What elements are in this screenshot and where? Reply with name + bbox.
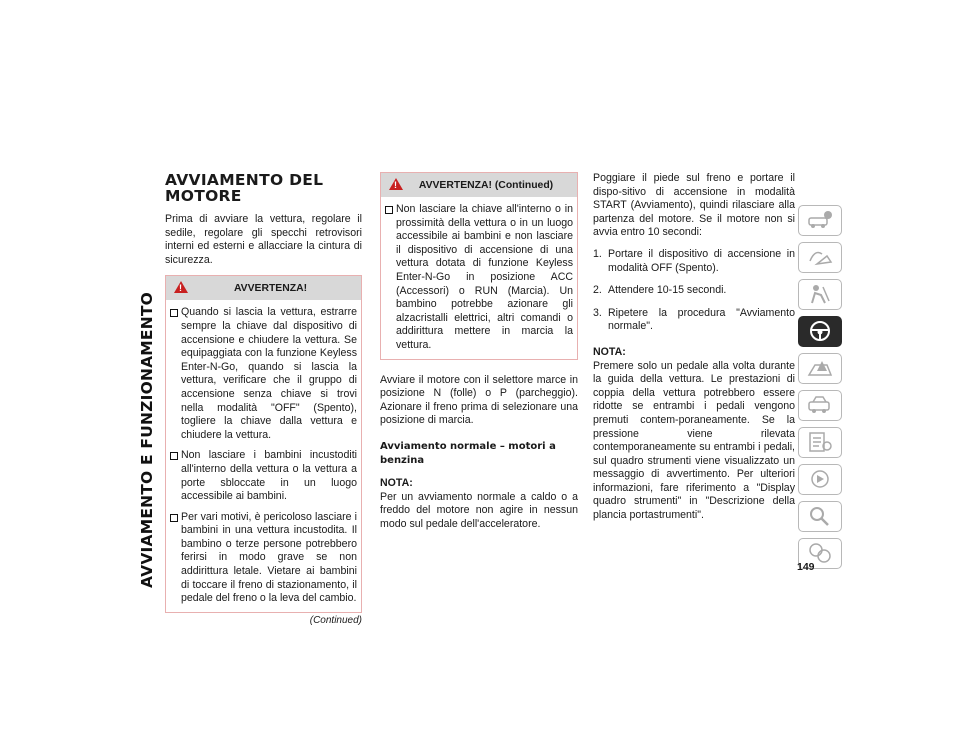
warning-box-continued <box>380 172 578 360</box>
list-item: 3. Ripetere la procedura "Avviamento normale". <box>593 306 795 333</box>
bullet-square-icon <box>170 309 178 317</box>
tab-car-info[interactable] <box>798 205 842 236</box>
tab-starting-and-operating[interactable] <box>798 316 842 347</box>
dashboard-lights-icon <box>807 246 833 268</box>
section-heading: AVVIAMENTO DEL MOTORE <box>165 171 324 205</box>
warning-title: AVVERTENZA! <box>233 283 308 295</box>
tab-index[interactable] <box>798 501 842 532</box>
car-info-icon <box>807 209 833 231</box>
service-car-icon <box>807 394 833 416</box>
body-paragraph: Poggiare il piede sul freno e portare il dispo-sitivo di accensione in modalità START (Avviamento), quindi rilasciare alla partenza del motore. Se il motore non si avvia entro 10 secondi: <box>593 172 795 239</box>
warning-item: Non lasciare la chiave all'interno o in prossimità della vettura o in un luogo accessibile ai bambini e non lasciare il dispositivo di accensione di una vettura dotata di funzione Keyless Enter-N-Go in posizione ACC (Accessori) o RUN (Marcia). Un bambino potrebbe azionare gli alzacristalli elettrici, altri comandi o addirittura mettere in marcia la vettura. <box>385 203 573 353</box>
warning-box <box>165 275 362 612</box>
column-1 <box>165 172 362 627</box>
bullet-square-icon <box>170 514 178 522</box>
tab-dashboard-lights[interactable] <box>798 242 842 273</box>
chapter-tabs <box>798 205 842 575</box>
search-index-icon <box>807 505 833 527</box>
body-paragraph: Avviare il motore con il selettore marce in posizione N (folle) o P (parcheggio). Azionare il freno prima di selezionare una posizione di marcia. <box>380 373 578 427</box>
warning-header <box>166 276 361 300</box>
specs-list-icon <box>807 431 833 453</box>
note-text: Premere solo un pedale alla volta durante la guida della vettura. Le prestazioni di coppia della vettura potrebbero essere ridotte se entrambi i pedali vengono premuti contem-poraneamente. Se la pressione viene rilevata contemporaneamente su entrambi i pedali, sul quadro strumenti viene visualizzato un messaggio di avvertimento. Per ulteriori informazioni, fare riferimento a "Display quadro strumenti" in "Descrizione della plancia portastrumenti". <box>593 359 795 522</box>
multimedia-icon <box>807 468 833 490</box>
warning-title: AVVERTENZA! (Continued) <box>418 180 554 191</box>
warning-item: Quando si lascia la vettura, estrarre sempre la chiave dal dispositivo di accensione e chiudere la vettura. Se equipaggiata con la funzione Keyless Enter-N-Go, quando si lascia la vettura, verificare che il gruppo di accensione senza chiave si trovi nella modalità "OFF" (Spento), togliere la chiave dalla vettura e chiudere la vettura. <box>170 306 357 442</box>
bullet-square-icon <box>385 206 393 214</box>
column-2 <box>380 172 578 539</box>
steering-wheel-icon <box>807 320 833 342</box>
tab-roadside[interactable] <box>798 353 842 384</box>
note-text: Per un avviamento normale a caldo o a freddo del motore non agire in nessun modo sul pedale dell'acceleratore. <box>380 490 578 530</box>
intro-paragraph: Prima di avviare la vettura, regolare il sedile, regolare gli specchi retrovisori interni ed esterni e allacciare la cintura di sicurezza. <box>165 213 362 266</box>
sidebar-chapter-title: AVVIAMENTO E FUNZIONAMENTO <box>138 291 156 588</box>
list-item: 1. Portare il dispositivo di accensione in modalità OFF (Spento). <box>593 247 795 274</box>
subheading: Avviamento normale – motori a benzina <box>380 440 556 466</box>
bullet-square-icon <box>170 452 178 460</box>
tab-safety[interactable] <box>798 279 842 310</box>
column-3 <box>593 172 795 531</box>
warning-item: Per vari motivi, è pericoloso lasciare i bambini in una vettura incustodita. Il bambino o terze persone potrebbero ferirsi in modo grave se non addirittura letale. Vietare ai bambini di toccare il freno di stazionamento, il pedale del freno o la leva del cambio. <box>170 511 357 606</box>
warning-header <box>381 173 577 197</box>
page-number: 149 <box>797 561 815 573</box>
warning-item: Non lasciare i bambini incustoditi all'interno della vettura o la vettura a porte sbloccate in un luogo accessibile ai bambini. <box>170 449 357 503</box>
note-label: NOTA: <box>380 477 413 490</box>
continued-label: (Continued) <box>309 614 362 626</box>
tab-specifications[interactable] <box>798 427 842 458</box>
list-item: 2. Attendere 10-15 secondi. <box>593 284 727 297</box>
tab-service[interactable] <box>798 390 842 421</box>
tab-multimedia[interactable] <box>798 464 842 495</box>
note-label: NOTA: <box>593 345 626 358</box>
roadside-icon <box>807 357 833 379</box>
safety-icon <box>807 283 833 305</box>
